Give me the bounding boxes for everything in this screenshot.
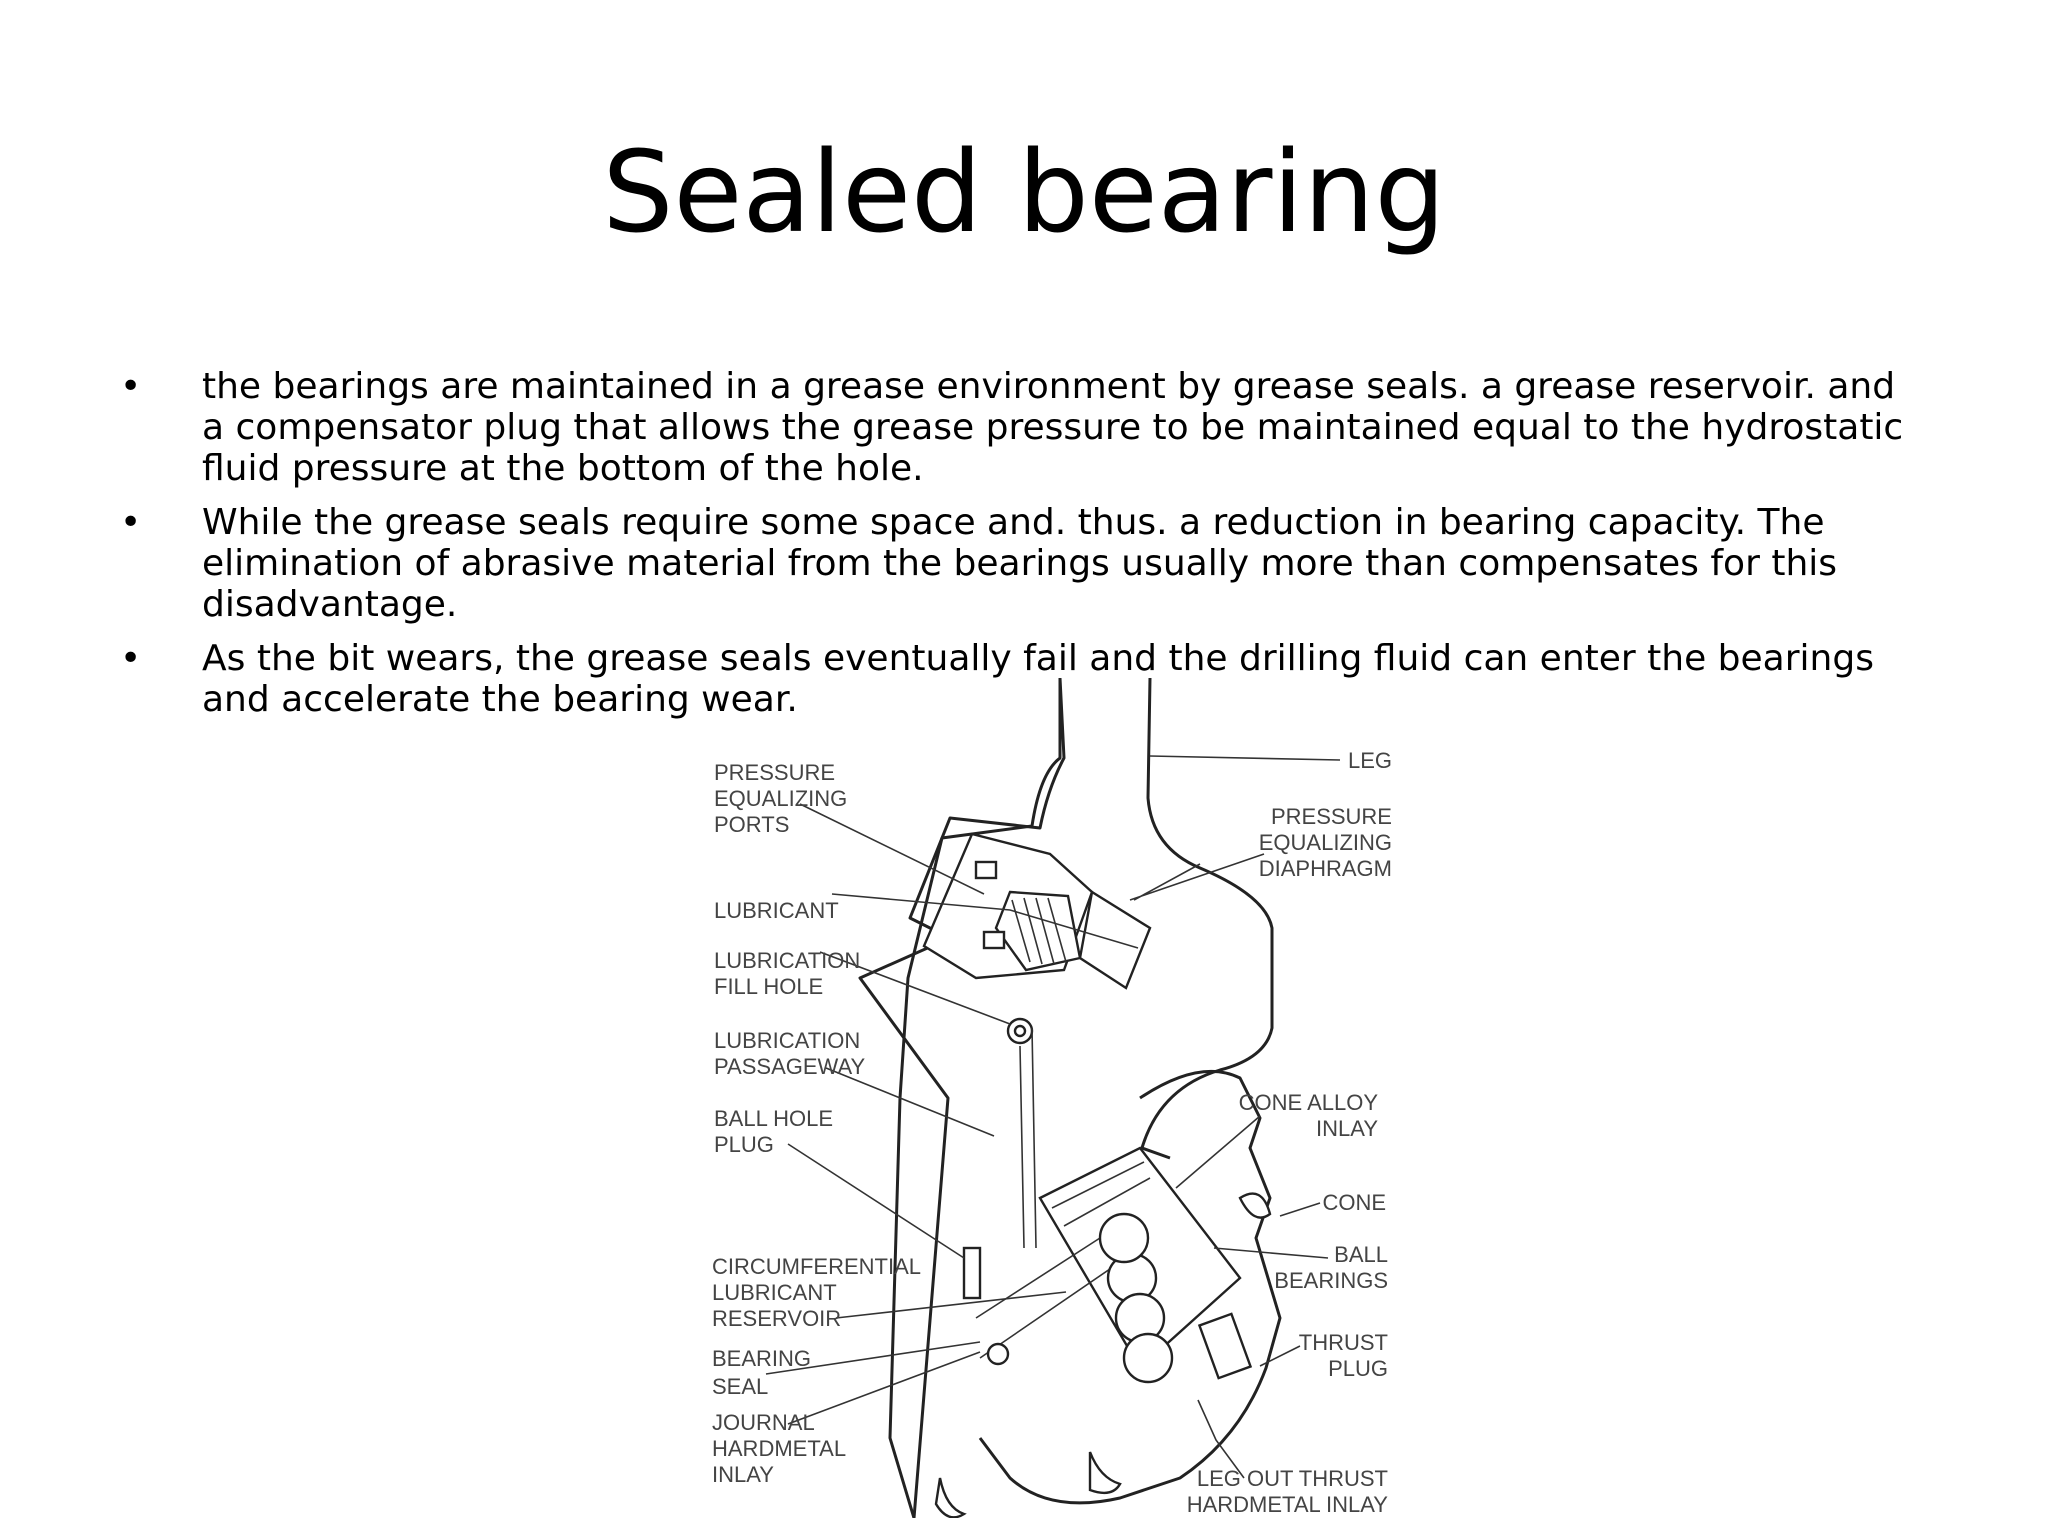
label-pressure-equalizing-ports <box>714 760 847 837</box>
label-line: RESERVOIR <box>712 1306 842 1331</box>
bullet-text: While the grease seals require some space and. thus. a reduction in bearing capacity. The elimination of abrasive material from the bearings usually more than compensates for this disadvantage. <box>202 502 1838 625</box>
label-circumferential-lubricant-reservoir <box>712 1254 921 1331</box>
label-line: CONE <box>1322 1190 1386 1215</box>
label-thrust-plug <box>1299 1330 1388 1381</box>
label-ball-hole-plug <box>714 1106 833 1157</box>
label-line: BALL HOLE <box>714 1106 834 1131</box>
label-line: PRESSURE <box>1270 804 1392 829</box>
label-line: PASSAGEWAY <box>714 1054 866 1079</box>
bullet-marker: • <box>120 638 142 679</box>
label-line: DIAPHRAGM <box>1258 856 1392 881</box>
bullet-item <box>120 502 1910 625</box>
label-line: LUBRICANT <box>714 898 839 923</box>
label-line: INLAY <box>712 1462 774 1487</box>
label-line: EQUALIZING <box>714 786 848 811</box>
label-leg <box>1348 748 1392 773</box>
diaphragm-assembly <box>924 834 1150 988</box>
fill-hole <box>1008 1019 1032 1043</box>
label-line: INLAY <box>1316 1116 1378 1141</box>
label-line: SEAL <box>712 1374 769 1399</box>
label-line: CONE ALLOY <box>1238 1090 1378 1115</box>
label-line: LEG <box>1347 748 1392 773</box>
label-line: FILL HOLE <box>714 974 824 999</box>
label-line: BEARINGS <box>1274 1268 1388 1293</box>
label-ball-bearings <box>1274 1242 1388 1293</box>
label-line: EQUALIZING <box>1258 830 1392 855</box>
label-line: LUBRICATION <box>714 1028 861 1053</box>
cone-assembly <box>936 1071 1280 1517</box>
label-line: LEG OUT THRUST <box>1196 1466 1388 1491</box>
label-line: BALL <box>1334 1242 1388 1267</box>
label-leg-out-thrust-hardmetal-inlay <box>1187 1466 1389 1517</box>
label-pressure-equalizing-diaphragm <box>1259 804 1392 881</box>
label-line: PRESSURE <box>714 760 836 785</box>
label-lubrication-fill-hole <box>714 948 860 999</box>
bullet-item <box>120 366 1910 489</box>
label-line: HARDMETAL INLAY <box>1186 1492 1388 1517</box>
sealed-bearing-diagram <box>680 678 1420 1518</box>
bullet-marker: • <box>120 366 142 407</box>
label-line: LUBRICATION <box>714 948 861 973</box>
label-cone <box>1322 1190 1386 1215</box>
bullet-text: the bearings are maintained in a grease environment by grease seals. a grease reservoir. and a compensator plug that allows the grease pressure to be maintained equal to the hydrostatic fluid pressure at the bottom of the hole. <box>202 366 1904 489</box>
label-line: THRUST <box>1298 1330 1388 1355</box>
label-lubricant <box>714 898 839 923</box>
slide-title: Sealed bearing <box>602 128 1446 258</box>
diagram-svg <box>680 678 1420 1518</box>
label-journal-hardmetal-inlay <box>712 1410 846 1487</box>
label-line: LUBRICANT <box>712 1280 837 1305</box>
label-line: HARDMETAL <box>712 1436 847 1461</box>
lubrication-passageway-line <box>1020 1028 1036 1248</box>
label-lubrication-passageway <box>714 1028 866 1079</box>
leg-left-outline <box>890 678 1060 1518</box>
label-line: JOURNAL <box>712 1410 815 1435</box>
label-line: BEARING <box>712 1346 812 1371</box>
label-line: PLUG <box>1328 1356 1388 1381</box>
label-line: CIRCUMFERENTIAL <box>712 1254 922 1279</box>
bullet-marker: • <box>120 502 142 543</box>
label-bearing-seal <box>712 1346 811 1399</box>
label-line: PLUG <box>714 1132 774 1157</box>
bullet-text: As the bit wears, the grease seals eventually fail and the drilling fluid can enter the bearings and accelerate the bearing wear. <box>202 638 1874 720</box>
label-line: PORTS <box>714 812 790 837</box>
